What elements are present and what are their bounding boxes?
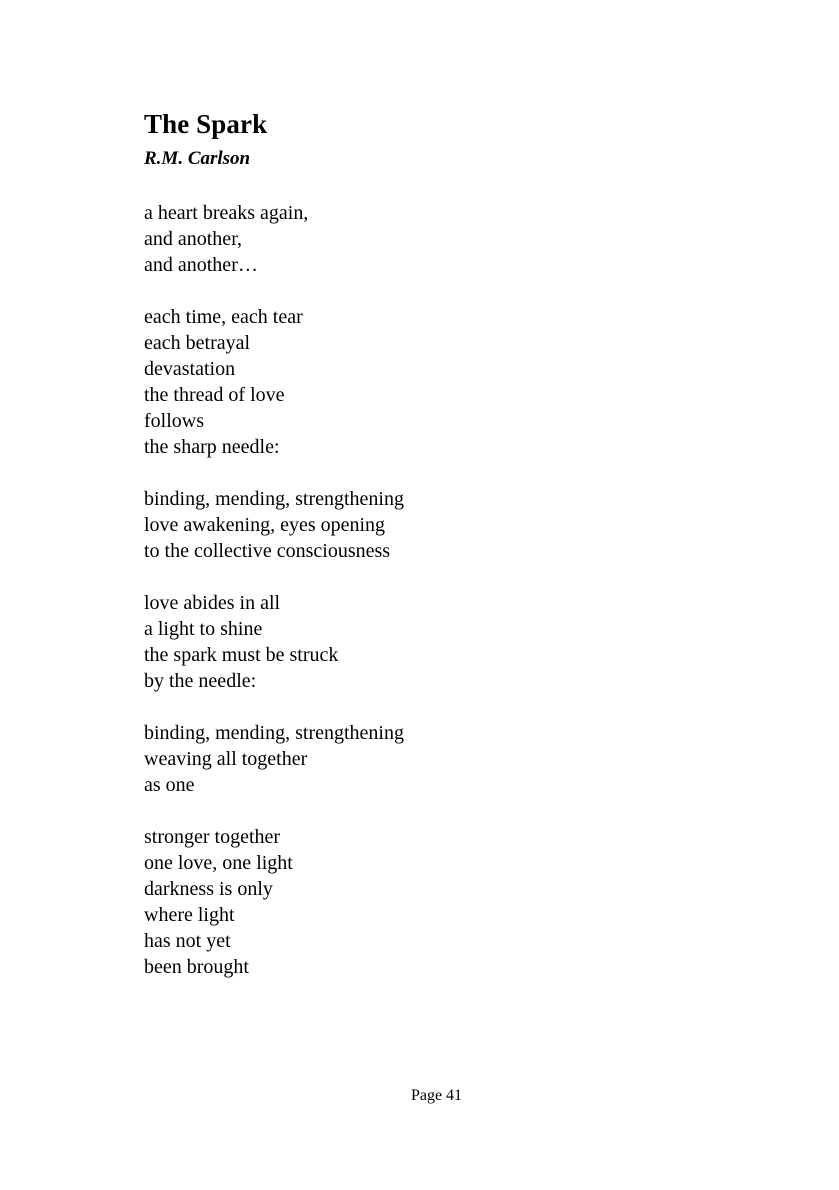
stanza-5 xyxy=(144,720,704,798)
poem-line: a heart breaks again, xyxy=(144,202,309,224)
poem-line: to the collective consciousness xyxy=(144,540,391,562)
poem-line: a light to shine xyxy=(144,618,263,640)
poem-title: The Spark xyxy=(144,109,268,139)
poem-line: each betrayal xyxy=(144,332,251,354)
poem-line: and another… xyxy=(144,254,258,276)
poem-line: stronger together xyxy=(144,826,281,848)
stanza-6 xyxy=(144,824,704,980)
poem-line: weaving all together xyxy=(144,748,308,770)
poem-line: the thread of love xyxy=(144,384,285,406)
poem-line: devastation xyxy=(144,358,236,380)
poem-line: where light xyxy=(144,904,235,926)
poem-line: follows xyxy=(144,410,204,432)
poem-line: darkness is only xyxy=(144,878,273,900)
page-number: Page 41 xyxy=(410,1087,463,1104)
stanza-4 xyxy=(144,590,704,694)
poem-line: been brought xyxy=(144,956,249,978)
stanza-2 xyxy=(144,304,704,460)
poem-body xyxy=(144,200,704,1006)
poem-line: as one xyxy=(144,774,195,796)
poem-line: love awakening, eyes opening xyxy=(144,514,386,536)
poem-line: binding, mending, strengthening xyxy=(144,488,404,510)
stanza-1 xyxy=(144,200,704,278)
poem-line: the sharp needle: xyxy=(144,436,280,458)
poem-line: each time, each tear xyxy=(144,306,303,328)
poem-line: and another, xyxy=(144,228,243,250)
poem-line: by the needle: xyxy=(144,670,257,692)
poem-line: one love, one light xyxy=(144,852,293,874)
poem-line: has not yet xyxy=(144,930,231,952)
poem-line: binding, mending, strengthening xyxy=(144,722,404,744)
poem-line: love abides in all xyxy=(144,592,281,614)
poem-author: R.M. Carlson xyxy=(144,148,251,169)
poem-line: the spark must be struck xyxy=(144,644,339,666)
stanza-3 xyxy=(144,486,704,564)
